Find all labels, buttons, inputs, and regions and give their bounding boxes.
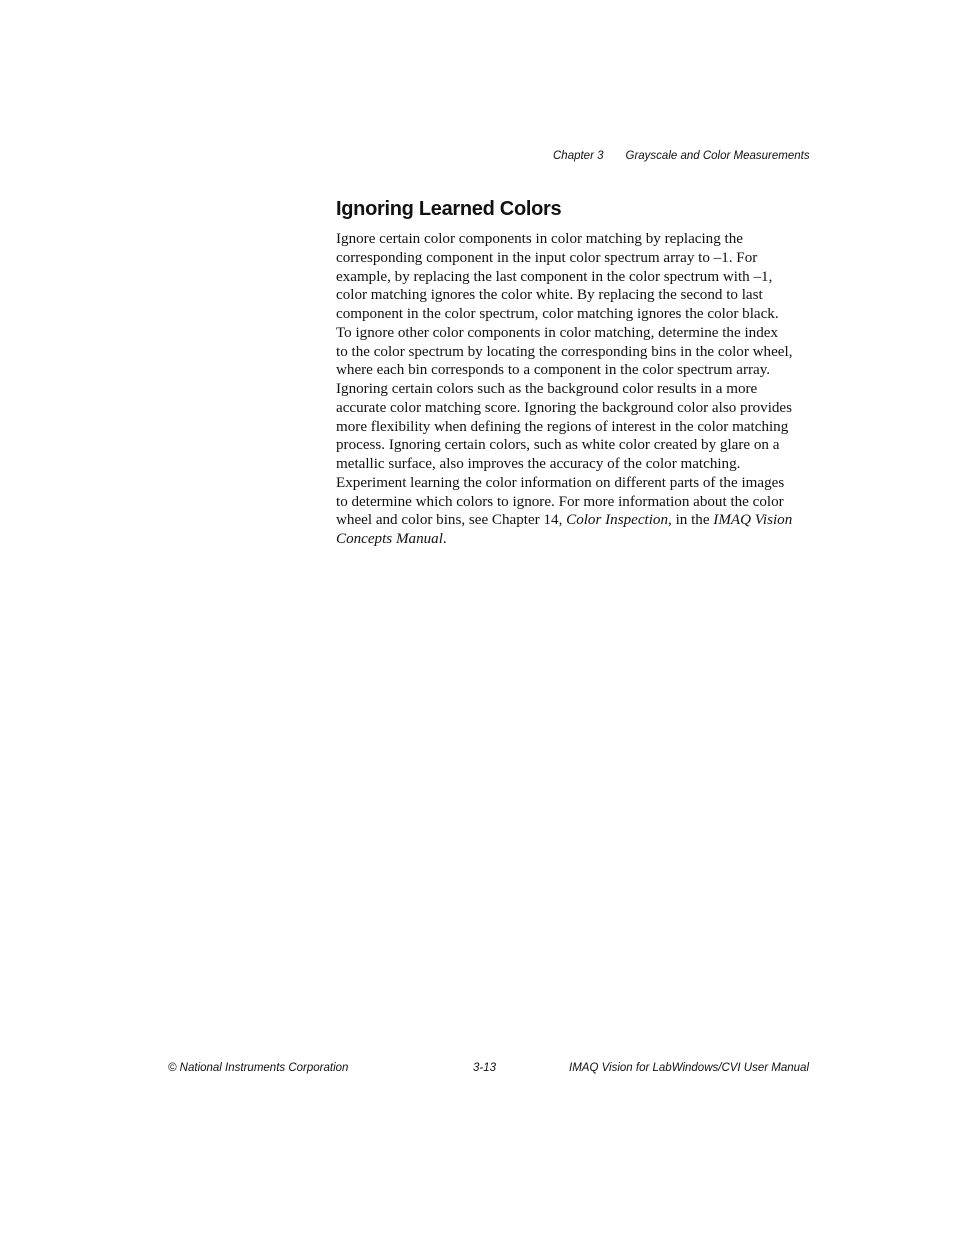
paragraph-line: to the color spectrum by locating the corresponding bins in the color wheel, xyxy=(336,343,793,360)
paragraph-line: where each bin corresponds to a component in the color spectrum array. xyxy=(336,362,771,379)
paragraph-line: more flexibility when defining the regions of interest in the color matching xyxy=(336,418,789,435)
paragraph-line: example, by replacing the last component in the color spectrum with –1, xyxy=(336,268,773,285)
manual-reference-title: IMAQ Vision xyxy=(713,512,793,529)
paragraph-line: process. Ignoring certain colors, such as white color created by glare on a xyxy=(336,437,780,454)
paragraph-line: accurate color matching score. Ignoring the background color also provides xyxy=(336,399,793,416)
paragraph-line: color matching ignores the color white. By replacing the second to last xyxy=(336,287,763,304)
paragraph-line: Experiment learning the color information on different parts of the images xyxy=(336,474,785,491)
paragraph-line: to determine which colors to ignore. For more information about the color xyxy=(336,493,784,510)
chapter-reference-title: Color Inspection xyxy=(566,512,669,529)
chapter-title: Grayscale and Color Measurements xyxy=(625,150,810,162)
paragraph-line: Ignoring certain colors such as the background color results in a more xyxy=(336,381,758,397)
footer-manual-title: IMAQ Vision for LabWindows/CVI User Manual xyxy=(569,1062,810,1074)
section-heading: Ignoring Learned Colors xyxy=(336,198,562,220)
paragraph-line-final xyxy=(336,530,800,549)
footer-copyright: © National Instruments Corporation xyxy=(168,1062,349,1074)
footer-page-number: 3-13 xyxy=(473,1062,497,1074)
paragraph-line: corresponding component in the input color spectrum array to –1. For xyxy=(336,249,758,266)
paragraph-line: To ignore other color components in color matching, determine the index xyxy=(336,324,778,341)
chapter-label: Chapter 3 xyxy=(553,150,604,162)
paragraph-line: Ignore certain color components in color matching by replacing the xyxy=(336,231,743,247)
final-period: . xyxy=(442,531,447,547)
line-text: , in the xyxy=(668,512,714,529)
manual-reference-title-continued: Concepts Manual xyxy=(336,531,443,547)
body-paragraph xyxy=(336,230,800,549)
line-text: wheel and color bins, see Chapter 14, xyxy=(336,512,567,529)
paragraph-line: component in the color spectrum, color matching ignores the color black. xyxy=(336,306,779,322)
paragraph-line-with-reference xyxy=(336,511,800,530)
paragraph-line: metallic surface, also improves the accuracy of the color matching. xyxy=(336,456,741,472)
running-header xyxy=(553,150,810,162)
